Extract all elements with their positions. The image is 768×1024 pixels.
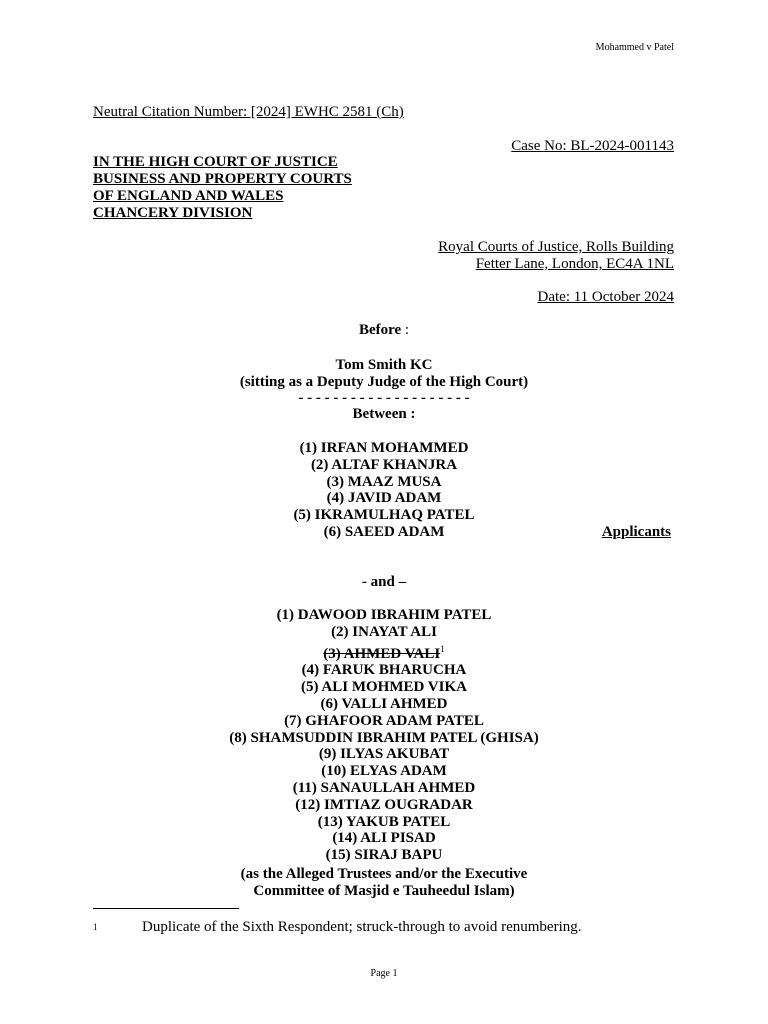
party-item: (11) SANAULLAH AHMED (292, 779, 476, 796)
page-number: Page 1 (370, 968, 398, 979)
party-item: (10) ELYAS ADAM (321, 763, 447, 780)
footnote-mark: 1 (93, 922, 98, 932)
party-item: (2) ALTAF KHANJRA (310, 456, 458, 473)
court-line: BUSINESS AND PROPERTY COURTS (93, 171, 352, 187)
party-item-struck (0, 641, 768, 663)
footnote-text: Duplicate of the Sixth Respondent; struck-through to avoid renumbering. (142, 919, 582, 935)
party-item: (2) INAYAT ALI (331, 623, 437, 640)
separator-line: - - - - - - - - - - - - - - - - - - - - (298, 390, 470, 406)
capacity-line: (as the Alleged Trustees and/or the Executive (240, 866, 528, 882)
party-item: (7) GHAFOOR ADAM PATEL (284, 712, 484, 729)
footnote-reference[interactable]: 1 (440, 643, 445, 654)
applicants-label: Applicants (601, 524, 671, 540)
party-item: (6) VALLI AHMED (320, 695, 448, 712)
party-item: (6) SAEED ADAM (323, 523, 445, 540)
respondents-capacity (0, 866, 768, 900)
before-label: Before (358, 322, 402, 338)
party-item: (1) DAWOOD IBRAHIM PATEL (276, 607, 492, 623)
respondents-list (0, 607, 768, 864)
address-line: Fetter Lane, London, EC4A 1NL (475, 256, 674, 272)
running-header: Mohammed v Patel (595, 42, 674, 53)
party-item: (9) ILYAS AKUBAT (318, 746, 450, 763)
party-item: (1) IRFAN MOHAMMED (299, 440, 469, 456)
footnote-divider (93, 908, 239, 909)
party-item: (8) SHAMSUDDIN IBRAHIM PATEL (GHISA) (229, 729, 539, 746)
address-line: Royal Courts of Justice, Rolls Building (438, 239, 674, 255)
judge-name: Tom Smith KC (335, 357, 433, 373)
struck-party-name: (3) AHMED VALI (323, 645, 441, 662)
party-item: (4) FARUK BHARUCHA (301, 662, 467, 679)
before-heading (0, 322, 768, 339)
judge-block (0, 357, 768, 391)
case-number: Case No: BL-2024-001143 (511, 138, 674, 154)
and-separator: - and – (361, 574, 407, 590)
neutral-citation: Neutral Citation Number: [2024] EWHC 2581 (Ch) (93, 104, 404, 120)
judge-role: (sitting as a Deputy Judge of the High Court) (239, 374, 529, 390)
party-item: (5) IKRAMULHAQ PATEL (293, 507, 475, 524)
court-name (93, 154, 352, 222)
party-item: (5) ALI MOHMED VIKA (301, 679, 467, 696)
before-colon: : (401, 322, 410, 338)
judgment-date: Date: 11 October 2024 (537, 289, 674, 305)
party-item: (3) MAAZ MUSA (326, 473, 442, 490)
court-line: OF ENGLAND AND WALES (93, 188, 284, 204)
capacity-line: Committee of Masjid e Tauheedul Islam) (253, 883, 515, 899)
party-item: (15) SIRAJ BAPU (325, 847, 443, 864)
court-line: IN THE HIGH COURT OF JUSTICE (93, 154, 338, 170)
between-heading: Between : (352, 406, 416, 422)
party-item: (4) JAVID ADAM (326, 490, 442, 507)
party-item: (13) YAKUB PATEL (317, 813, 451, 830)
party-item: (12) IMTIAZ OUGRADAR (295, 796, 473, 813)
court-line: CHANCERY DIVISION (93, 205, 253, 221)
court-address (438, 239, 674, 273)
party-item: (14) ALI PISAD (332, 830, 436, 847)
